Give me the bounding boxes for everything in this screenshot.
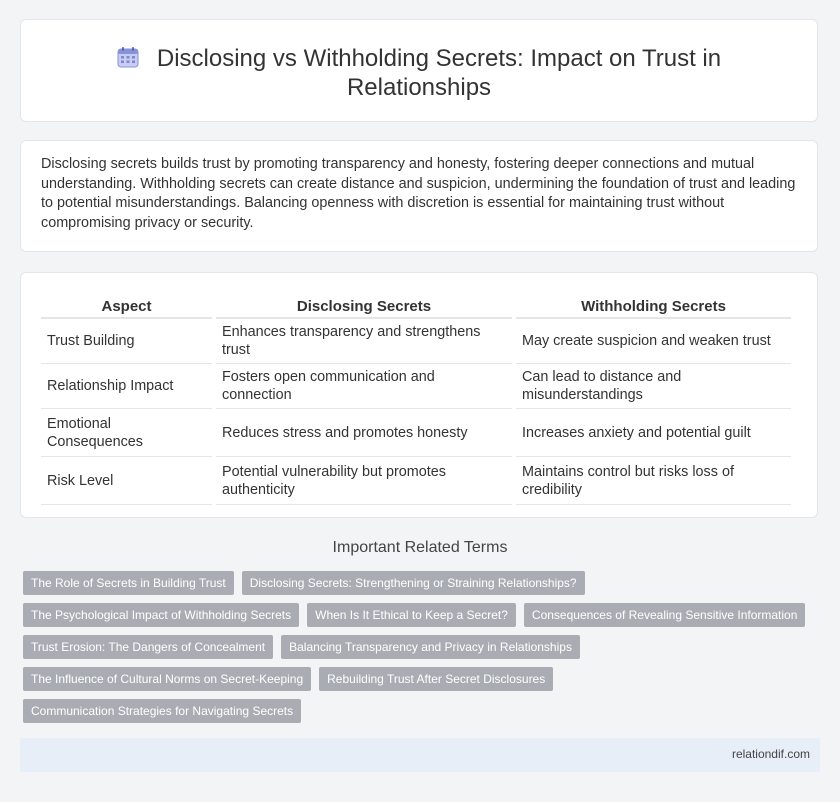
- table-cell: Trust Building: [41, 319, 212, 364]
- table-row: [41, 457, 791, 505]
- related-term-tag[interactable]: Trust Erosion: The Dangers of Concealment: [23, 635, 273, 659]
- table-cell: Enhances transparency and strengthens trust: [216, 319, 512, 364]
- table-header-row: [41, 295, 791, 319]
- tag-row: [23, 635, 813, 667]
- related-term-tag[interactable]: The Psychological Impact of Withholding Secrets: [23, 603, 299, 627]
- related-term-tag[interactable]: The Role of Secrets in Building Trust: [23, 571, 234, 595]
- table-cell: Increases anxiety and potential guilt: [516, 409, 791, 457]
- intro-card: [20, 140, 818, 252]
- related-terms-title: Important Related Terms: [332, 539, 508, 556]
- page-title: [21, 20, 817, 102]
- table-cell: Relationship Impact: [41, 364, 212, 409]
- table-cell: Potential vulnerability but promotes authenticity: [216, 457, 512, 505]
- related-term-tag[interactable]: Communication Strategies for Navigating Secrets: [23, 699, 301, 723]
- table-cell: Fosters open communication and connection: [216, 364, 512, 409]
- related-term-tag[interactable]: The Influence of Cultural Norms on Secret-Keeping: [23, 667, 311, 691]
- calendar-icon: [117, 46, 139, 68]
- table-row: [41, 409, 791, 457]
- table-row: [41, 319, 791, 364]
- intro-text: Disclosing secrets builds trust by promoting transparency and honesty, fostering deeper connections and mutual understanding. Withholding secrets can create distance and suspicion, undermining the foundation of trust and leading to potential misunderstandings. Balancing openness with discretion is essential for maintaining trust without compromising privacy or security.: [41, 156, 796, 231]
- table-cell: Maintains control but risks loss of credibility: [516, 457, 791, 505]
- tag-row: [23, 699, 813, 731]
- tag-row: [23, 571, 813, 603]
- related-term-tag[interactable]: Consequences of Revealing Sensitive Information: [524, 603, 806, 627]
- related-terms-list: [23, 571, 813, 731]
- table-row: [41, 364, 791, 409]
- table-header-disclosing: Disclosing Secrets: [216, 295, 512, 319]
- tag-row: [23, 667, 813, 699]
- related-term-tag[interactable]: Disclosing Secrets: Strengthening or Straining Relationships?: [242, 571, 585, 595]
- table-cell: Emotional Consequences: [41, 409, 212, 457]
- page-title-text: Disclosing vs Withholding Secrets: Impact on Trust in Relationships: [156, 45, 722, 101]
- footer-site-link[interactable]: relationdif.com: [731, 747, 810, 761]
- related-term-tag[interactable]: When Is It Ethical to Keep a Secret?: [307, 603, 516, 627]
- footer: [20, 738, 820, 772]
- table-cell: Risk Level: [41, 457, 212, 505]
- table-cell: Reduces stress and promotes honesty: [216, 409, 512, 457]
- related-term-tag[interactable]: Rebuilding Trust After Secret Disclosures: [319, 667, 553, 691]
- table-header-aspect: Aspect: [41, 295, 212, 319]
- tag-row: [23, 603, 813, 635]
- table-cell: Can lead to distance and misunderstandings: [516, 364, 791, 409]
- related-term-tag[interactable]: Balancing Transparency and Privacy in Relationships: [281, 635, 580, 659]
- table-cell: May create suspicion and weaken trust: [516, 319, 791, 364]
- table-header-withholding: Withholding Secrets: [516, 295, 791, 319]
- comparison-table: [37, 295, 795, 505]
- header-card: [20, 19, 818, 122]
- comparison-table-card: [20, 272, 818, 518]
